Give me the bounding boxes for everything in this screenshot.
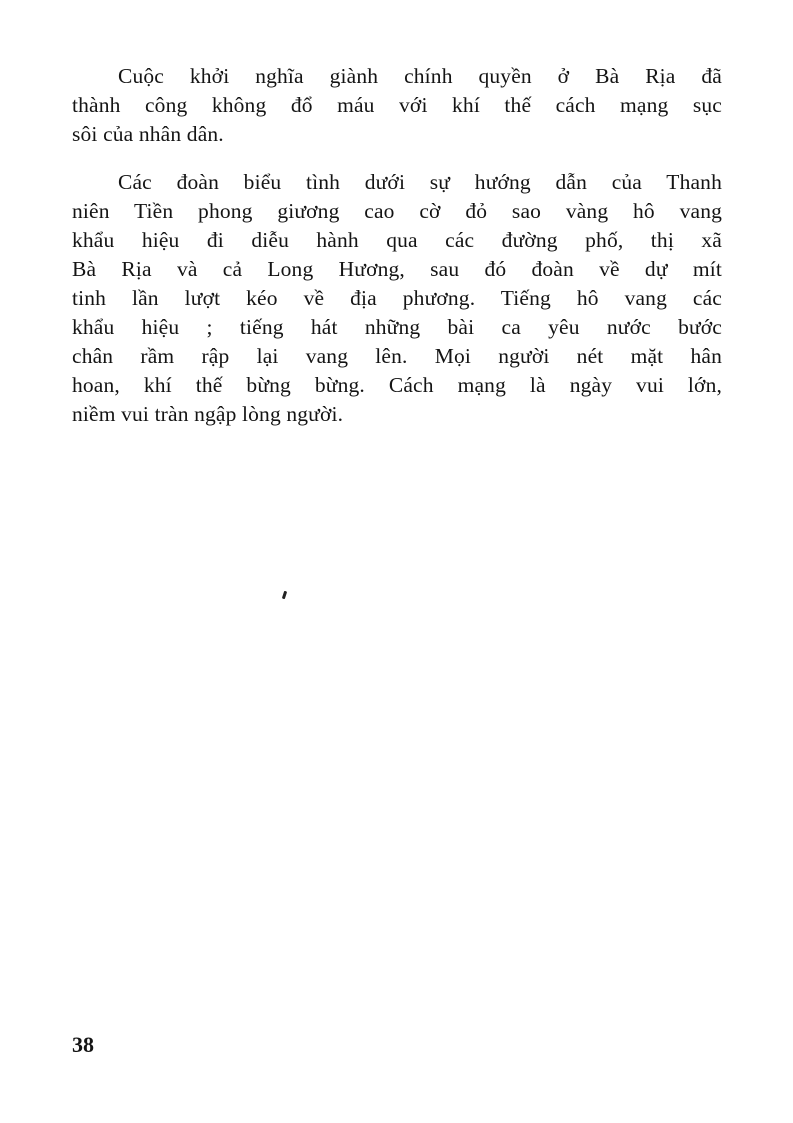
paragraph-1 xyxy=(72,62,722,149)
text-line: Cuộc khởi nghĩa giành chính quyền ở Bà Rịa đã xyxy=(118,64,722,88)
text-line: khẩu hiệu ; tiếng hát những bài ca yêu nước bước xyxy=(72,315,722,339)
text-line: Các đoàn biểu tình dưới sự hướng dẫn của Thanh xyxy=(118,170,722,194)
text-line: khẩu hiệu đi diễu hành qua các đường phố, thị xã xyxy=(72,228,722,252)
text-line: tinh lần lượt kéo về địa phương. Tiếng hô vang các xyxy=(72,286,722,310)
text-line: chân rầm rập lại vang lên. Mọi người nét mặt hân xyxy=(72,344,722,368)
text-line: niên Tiền phong giương cao cờ đỏ sao vàng hô vang xyxy=(72,199,722,223)
page-body xyxy=(72,62,722,429)
text-line: thành công không đổ máu với khí thế cách mạng sục xyxy=(72,93,722,117)
page-number: 38 xyxy=(72,1032,94,1057)
text-line: niềm vui tràn ngập lòng người. xyxy=(72,402,344,426)
text-line: hoan, khí thế bừng bừng. Cách mạng là ngày vui lớn, xyxy=(72,373,722,397)
text-line: Bà Rịa và cả Long Hương, sau đó đoàn về dự mít xyxy=(72,257,722,281)
ink-speck xyxy=(282,591,287,600)
text-line: sôi của nhân dân. xyxy=(72,122,224,146)
paragraph-2 xyxy=(72,168,722,429)
